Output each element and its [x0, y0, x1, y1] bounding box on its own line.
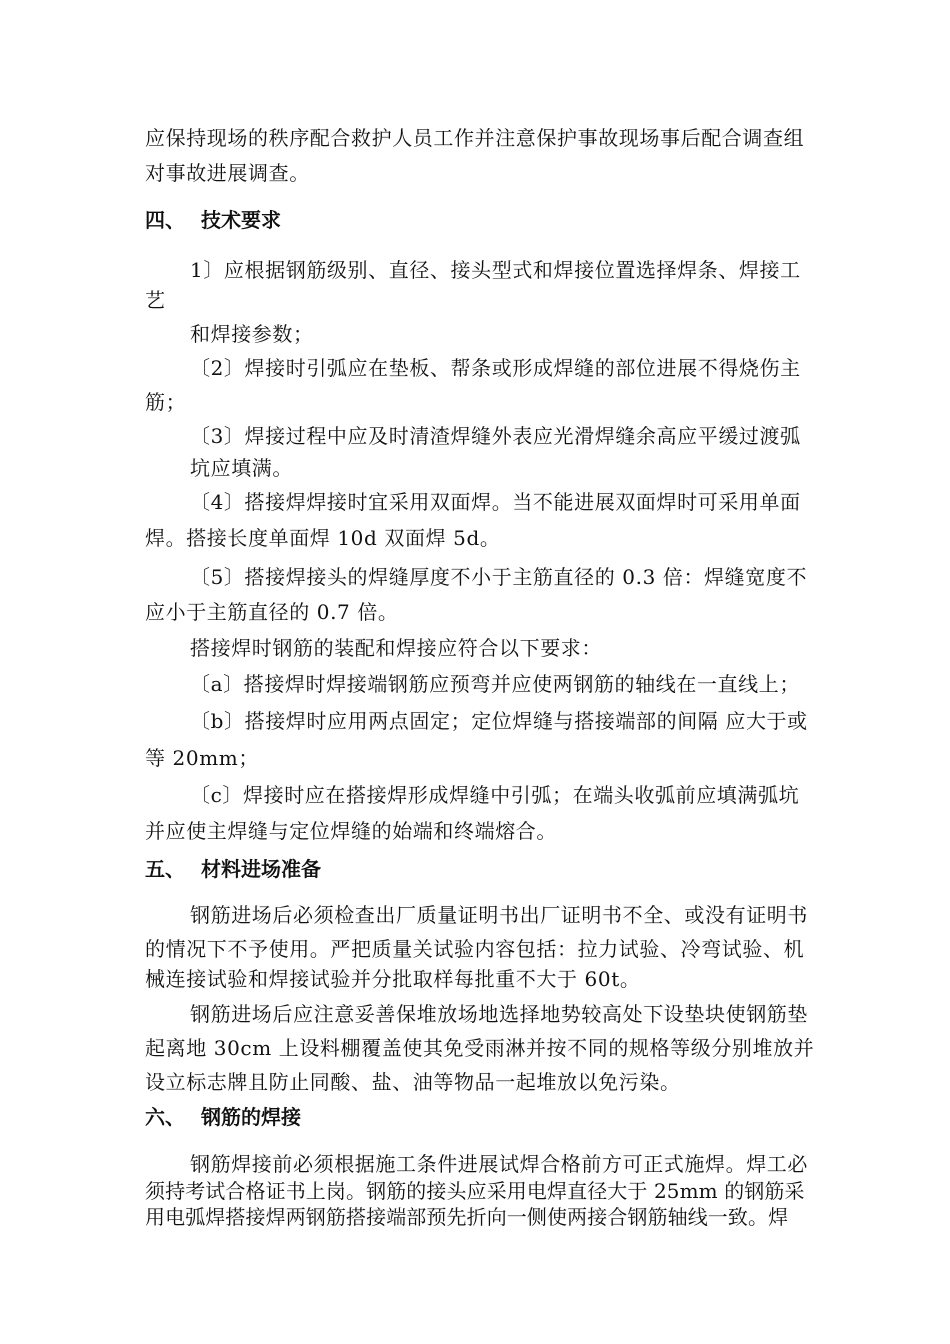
paragraph-line: 等 20mm； — [145, 746, 259, 770]
section-heading-6 — [145, 1104, 301, 1130]
section-title: 技术要求 — [201, 208, 281, 232]
paragraph-line: 〔3〕焊接过程中应及时清渣焊缝外表应光滑焊缝余高应平缓过渡弧 — [190, 424, 801, 448]
paragraph-line: 的情况下不予使用。严把质量关试验内容包括：拉力试验、冷弯试验、机 — [145, 937, 805, 961]
paragraph-line: 筋； — [145, 390, 187, 414]
paragraph-line: 应小于主筋直径的 0.7 倍。 — [145, 600, 399, 624]
paragraph-line: 〔c〕焊接时应在搭接焊形成焊缝中引弧；在端头收弧前应填满弧坑 — [190, 783, 800, 807]
section-number: 五、 — [145, 857, 185, 881]
paragraph-line: 设立标志牌且防止同酸、盐、油等物品一起堆放以免污染。 — [145, 1070, 681, 1094]
section-heading-4 — [145, 207, 281, 233]
section-title: 材料进场准备 — [201, 857, 321, 881]
paragraph-line: 〔b〕搭接焊时应用两点固定；定位焊缝与搭接端部的间隔 应大于或 — [190, 709, 808, 733]
paragraph-line: 〔4〕搭接焊焊接时宜采用双面焊。当不能进展双面焊时可采用单面 — [190, 490, 801, 514]
paragraph-line: 〔5〕搭接焊接头的焊缝厚度不小于主筋直径的 0.3 倍：焊缝宽度不 — [190, 565, 808, 589]
paragraph-line: 起离地 30cm 上设料棚覆盖使其免受雨淋并按不同的规格等级分别堆放并 — [145, 1036, 815, 1060]
paragraph-line: 焊。搭接长度单面焊 10d 双面焊 5d。 — [145, 526, 501, 550]
paragraph-line: 〔2〕焊接时引弧应在垫板、帮条或形成焊缝的部位进展不得烧伤主 — [190, 356, 801, 380]
paragraph-line: 钢筋进场后必须检查出厂质量证明书出厂证明书不全、或没有证明书 — [190, 903, 808, 927]
section-heading-5 — [145, 856, 321, 882]
paragraph-line: 〔a〕搭接焊时焊接端钢筋应预弯并应使两钢筋的轴线在一直线上； — [190, 672, 800, 696]
section-number: 六、 — [145, 1105, 185, 1129]
paragraph-line: 艺 — [145, 288, 166, 312]
paragraph-line: 钢筋焊接前必须根据施工条件进展试焊合格前方可正式施焊。焊工必 — [190, 1152, 808, 1176]
paragraph-line: 和焊接参数； — [190, 322, 314, 346]
paragraph-line: 坑应填满。 — [190, 456, 293, 480]
paragraph-line: 搭接焊时钢筋的装配和焊接应符合以下要求： — [190, 636, 602, 660]
paragraph-line: 应保持现场的秩序配合救护人员工作并注意保护事故现场事后配合调查组 — [145, 126, 805, 150]
paragraph-line: 械连接试验和焊接试验并分批取样每批重不大于 60t。 — [145, 967, 641, 991]
paragraph-line: 须持考试合格证书上岗。钢筋的接头应采用电焊直径大于 25mm 的钢筋采 — [145, 1179, 805, 1203]
paragraph-line: 1〕应根据钢筋级别、直径、接头型式和焊接位置选择焊条、焊接工 — [190, 258, 801, 282]
paragraph-line: 对事故进展调查。 — [145, 161, 310, 185]
section-number: 四、 — [145, 208, 185, 232]
paragraph-line: 钢筋进场后应注意妥善保堆放场地选择地势较高处下设垫块使钢筋垫 — [190, 1002, 808, 1026]
paragraph-line: 并应使主焊缝与定位焊缝的始端和终端熔合。 — [145, 819, 557, 843]
paragraph-line: 用电弧焊搭接焊两钢筋搭接端部预先折向一侧使两接合钢筋轴线一致。焊 — [145, 1205, 789, 1229]
section-title: 钢筋的焊接 — [201, 1105, 301, 1129]
